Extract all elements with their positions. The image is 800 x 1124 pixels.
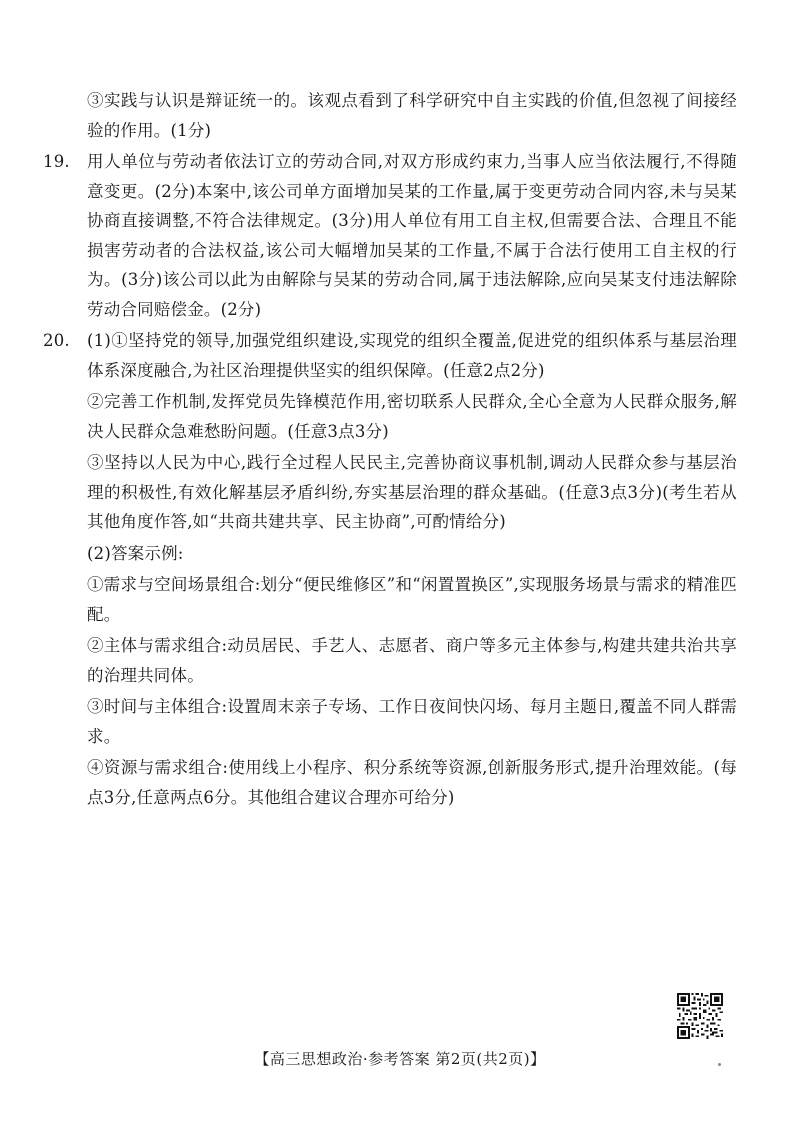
answer-text: ①需求与空间场景组合:划分“便民维修区”和“闲置置换区”,实现服务场景与需求的精准匹配。 bbox=[87, 575, 737, 624]
answer-text: 用人单位与劳动者依法订立的劳动合同,对双方形成约束力,当事人应当依法履行,不得随意变更。(2分)本案中,该公司单方面增加吴某的工作量,属于变更劳动合同内容,未与吴某协商直接调整,不符合法律规定。(3分)用人单位有用工自主权,但需要合法、合理且不能损害劳动者的合法权益,该公司大幅增加吴某的工作量,不属于合法行使用工自主权的行为。(3分)该公司以此为由解除与吴某的劳动合同,属于违法解除,应向吴某支付违法解除劳动合同赔偿金。(2分) bbox=[87, 152, 737, 319]
answer-text: ②主体与需求组合:动员居民、手艺人、志愿者、商户等多元主体参与,构建共建共治共享的治理共同体。 bbox=[87, 636, 737, 685]
answer-item-20-2-1 bbox=[87, 570, 737, 629]
answer-text: (1)①坚持党的领导,加强党组织建设,实现党的组织全覆盖,促进党的组织体系与基层治理体系深度融合,为社区治理提供坚实的组织保障。(任意2点2分) bbox=[87, 331, 737, 380]
question-number: 19. bbox=[43, 152, 70, 171]
answer-text: (2)答案示例: bbox=[87, 543, 184, 563]
answer-text: ③坚持以人民为中心,践行全过程人民民主,完善协商议事机制,调动人民群众参与基层治理的积极性,有效化解基层矛盾纠纷,夯实基层治理的群众基础。(任意3点3分)(考生若从其他角度作答,如“共商共建共享、民主协商”,可酌情给分) bbox=[87, 453, 737, 531]
answer-item-20-1-3 bbox=[87, 448, 737, 537]
answer-content bbox=[43, 86, 737, 812]
answer-item-20-2-2 bbox=[87, 631, 737, 690]
qr-code-icon bbox=[677, 993, 723, 1039]
answer-text: ④资源与需求组合:使用线上小程序、积分系统等资源,创新服务形式,提升治理效能。(每点3分,任意两点6分。其他组合建议合理亦可给分) bbox=[87, 758, 737, 807]
answer-item-20-1-2 bbox=[87, 387, 737, 446]
answer-text: ③实践与认识是辩证统一的。该观点看到了科学研究中自主实践的价值,但忽视了间接经验的作用。(1分) bbox=[87, 91, 737, 140]
scan-mark bbox=[718, 1063, 721, 1066]
answer-item-20-2-header bbox=[87, 539, 737, 569]
answer-item-20-1-1 bbox=[43, 326, 737, 385]
answer-item-20-2-4 bbox=[87, 753, 737, 812]
answer-item-18-3 bbox=[87, 86, 737, 145]
answer-item-19 bbox=[43, 147, 737, 324]
answer-item-20-2-3 bbox=[87, 692, 737, 751]
question-number: 20. bbox=[43, 331, 70, 350]
answer-text: ②完善工作机制,发挥党员先锋模范作用,密切联系人民群众,全心全意为人民群众服务,解决人民群众急难愁盼问题。(任意3点3分) bbox=[87, 392, 737, 441]
page-footer: 【高三思想政治·参考答案 第2页(共2页)】 bbox=[254, 1050, 546, 1068]
answer-text: ③时间与主体组合:设置周末亲子专场、工作日夜间快闪场、每月主题日,覆盖不同人群需求。 bbox=[87, 697, 737, 746]
